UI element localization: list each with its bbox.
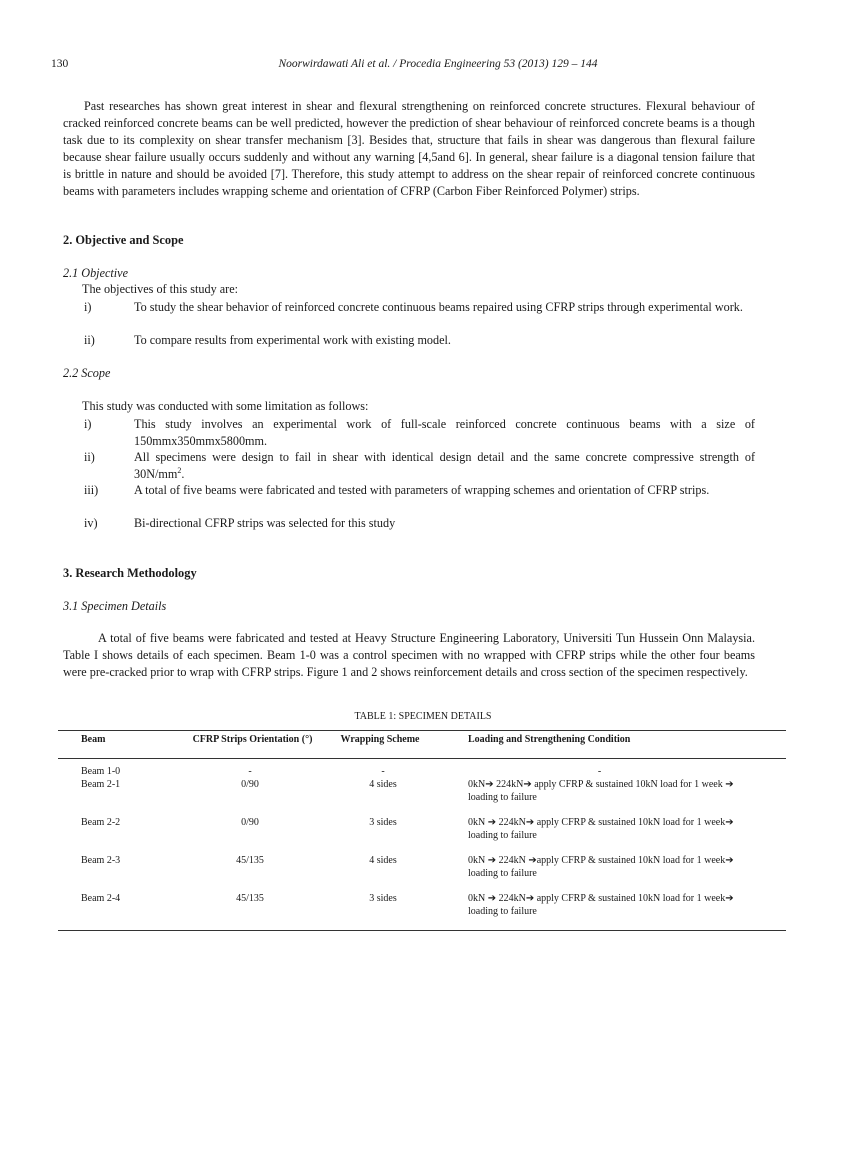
running-head: Noorwirdawati Ali et al. / Procedia Engineering 53 (2013) 129 – 144 (278, 58, 598, 70)
scope-item-text: Bi-directional CFRP strips was selected for this study (134, 516, 396, 530)
table-cell-scheme: 4 sides (369, 779, 397, 790)
table-cell-orientation: 45/135 (236, 855, 264, 866)
section-3-heading: 3. Research Methodology (63, 566, 197, 580)
table-header-beam: Beam (81, 734, 106, 745)
table-cell-beam: Beam 1-0 (81, 766, 121, 777)
objective-item-text: To compare results from experimental work with existing model. (134, 333, 451, 347)
objective-item-number: i) (84, 300, 92, 314)
table-header-orientation: CFRP Strips Orientation (°) (192, 734, 313, 745)
table-header-condition: Loading and Strengthening Condition (468, 734, 631, 745)
scope-item-text: A total of five beams were fabricated and tested with parameters of wrapping schemes and orientation of CFRP strips. (134, 483, 710, 497)
objective-intro: The objectives of this study are: (82, 282, 239, 296)
specimen-paragraph: A total of five beams were fabricated and tested at Heavy Structure Engineering Laboratory, Universiti Tun Hussein Onn Malaysia. Table I shows details of each specimen. Beam 1-0 was a control specimen with no wrapped with CFRP strips while the other four beams were pre-cracked prior to wrap with CFRP strips. Figure 1 and 2 shows reinforcement details and cross section of the specimen respectively. (63, 631, 755, 679)
scope-item-text: This study involves an experimental work of full-scale reinforced concrete continuous beams with a size of 150mmx350mmx5800mm. (134, 417, 755, 448)
table-cell-condition-cont: loading to failure (468, 830, 537, 841)
scope-item (63, 416, 755, 450)
table-cell-orientation: - (248, 766, 252, 777)
scope-item-number: iv) (84, 516, 98, 530)
table-cell-condition-cont: loading to failure (468, 868, 537, 879)
scope-item-number: ii) (84, 450, 95, 464)
objective-item (63, 299, 755, 316)
table-cell-scheme: 4 sides (369, 855, 397, 866)
table-caption: TABLE 1: SPECIMEN DETAILS (354, 711, 492, 722)
superscript: 2 (177, 465, 182, 475)
intro-paragraph: Past researches has shown great interest in shear and flexural strengthening on reinforced concrete structures. Flexural behaviour of cracked reinforced concrete beams can be well predicted, however the prediction of shear behaviour of reinforced concrete beams is a though task due to its complexity on shear transfer mechanism [3]. Besides that, structure that fails in shear was dangerous than flexural failure because shear failure usually occurs suddenly and without any warning [4,5and 6]. In general, shear failure is a diagonal tension failure that is brittle in nature and should be avoided [7]. Therefore, this study attempt to address on the shear repair of reinforced concrete continuous beams with parameters includes wrapping scheme and orientation of CFRP (Carbon Fiber Reinforced Polymer) strips. (63, 99, 755, 198)
objective-item-number: ii) (84, 333, 95, 347)
table-cell-condition: 0kN ➔ 224kN➔ apply CFRP & sustained 10kN load for 1 week➔ (468, 893, 734, 904)
scope-item-text: All specimens were design to fail in shear with identical design detail and the same concrete compressive strength of $30N/mm^2$. (134, 450, 755, 481)
objective-heading: 2.1 Objective (63, 266, 128, 280)
scope-intro: This study was conducted with some limitation as follows: (82, 399, 369, 413)
table-cell-orientation: 45/135 (236, 893, 264, 904)
objective-item-text: To study the shear behavior of reinforced concrete continuous beams repaired using CFRP strips through experimental work. (134, 300, 743, 314)
objective-item (63, 332, 755, 349)
table-header-scheme: Wrapping Scheme (340, 734, 420, 745)
table-cell-scheme: 3 sides (369, 893, 397, 904)
specimen-details-heading: 3.1 Specimen Details (63, 599, 167, 613)
table-cell-orientation: 0/90 (241, 817, 259, 828)
scope-heading: 2.2 Scope (63, 366, 111, 380)
section-2-heading: 2. Objective and Scope (63, 233, 184, 247)
table-cell-condition: 0kN ➔ 224kN ➔apply CFRP & sustained 10kN load for 1 week➔ (468, 855, 734, 866)
table-cell-beam: Beam 2-3 (81, 855, 121, 866)
table-cell-condition-cont: loading to failure (468, 792, 537, 803)
table-cell-condition: 0kN ➔ 224kN➔ apply CFRP & sustained 10kN load for 1 week➔ (468, 817, 734, 828)
scope-item-number: iii) (84, 483, 99, 497)
scope-item (63, 515, 755, 532)
table-cell-scheme: - (381, 766, 385, 777)
table-cell-condition: 0kN➔ 224kN➔ apply CFRP & sustained 10kN load for 1 week ➔ (468, 779, 734, 790)
table-bottom-rule (58, 930, 786, 931)
page-number: 130 (51, 58, 69, 70)
table-cell-condition-cont: loading to failure (468, 906, 537, 917)
scope-item (63, 449, 755, 483)
scope-item-number: i) (84, 417, 92, 431)
table-header-rule (58, 758, 786, 759)
table-cell-condition: - (597, 766, 602, 777)
table-cell-scheme: 3 sides (369, 817, 397, 828)
table-cell-beam: Beam 2-1 (81, 779, 121, 790)
table-top-rule (58, 730, 786, 731)
table-cell-orientation: 0/90 (241, 779, 259, 790)
table-cell-beam: Beam 2-4 (81, 893, 121, 904)
scope-item (63, 482, 755, 499)
table-cell-beam: Beam 2-2 (81, 817, 121, 828)
